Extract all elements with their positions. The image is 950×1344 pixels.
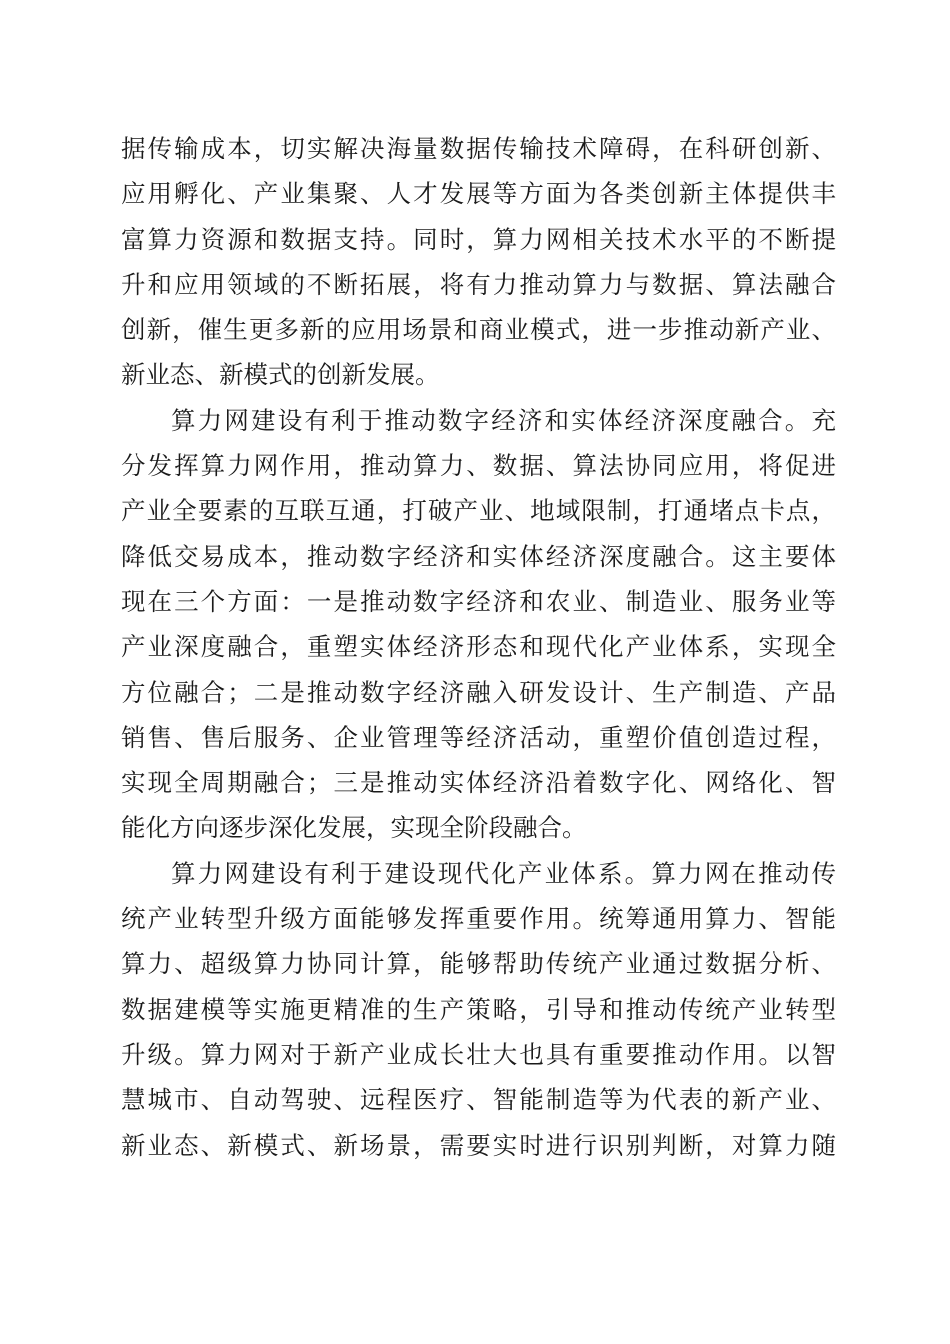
text-line: 新业态、新模式的创新发展。 (121, 360, 440, 390)
text-line: 据传输成本，切实解决海量数据传输技术障碍，在科研创新、 (121, 134, 836, 163)
text-line: 数据建模等实施更精准的生产策略，引导和推动传统产业转型 (121, 994, 836, 1024)
text-line: 产业深度融合，重塑实体经济形态和现代化产业体系，实现全 (121, 632, 836, 662)
text-line: 升级。算力网对于新产业成长壮大也具有重要推动作用。以智 (121, 1039, 836, 1069)
text-line: 现在三个方面：一是推动数字经济和农业、制造业、服务业等 (121, 586, 836, 616)
text-line: 应用孵化、产业集聚、人才发展等方面为各类创新主体提供丰 (121, 179, 836, 209)
text-line: 实现全周期融合；三是推动实体经济沿着数字化、网络化、智 (121, 768, 836, 798)
text-line: 富算力资源和数据支持。同时，算力网相关技术水平的不断提 (121, 224, 836, 254)
text-line: 产业全要素的互联互通，打破产业、地域限制，打通堵点卡点， (121, 496, 836, 526)
text-line: 慧城市、自动驾驶、远程医疗、智能制造等为代表的新产业、 (121, 1085, 836, 1115)
text-line: 降低交易成本，推动数字经济和实体经济深度融合。这主要体 (121, 541, 836, 571)
text-line: 销售、售后服务、企业管理等经济活动，重塑价值创造过程， (121, 722, 836, 752)
text-line: 算力、超级算力协同计算，能够帮助传统产业通过数据分析、 (121, 949, 836, 979)
text-line: 分发挥算力网作用，推动算力、数据、算法协同应用，将促进 (121, 451, 836, 481)
paragraph-first-line: 算力网建设有利于推动数字经济和实体经济深度融合。充 (171, 405, 836, 435)
text-line: 新业态、新模式、新场景，需要实时进行识别判断，对算力随 (121, 1130, 836, 1160)
text-line: 统产业转型升级方面能够发挥重要作用。统筹通用算力、智能 (121, 904, 836, 934)
text-line: 创新，催生更多新的应用场景和商业模式，进一步推动新产业、 (121, 315, 836, 345)
paragraph-first-line: 算力网建设有利于建设现代化产业体系。算力网在推动传 (171, 858, 836, 888)
body-text (121, 126, 836, 1168)
text-line: 方位融合；二是推动数字经济融入研发设计、生产制造、产品 (121, 677, 836, 707)
text-line: 能化方向逐步深化发展，实现全阶段融合。 (121, 813, 587, 843)
text-line: 升和应用领域的不断拓展，将有力推动算力与数据、算法融合 (121, 269, 836, 299)
